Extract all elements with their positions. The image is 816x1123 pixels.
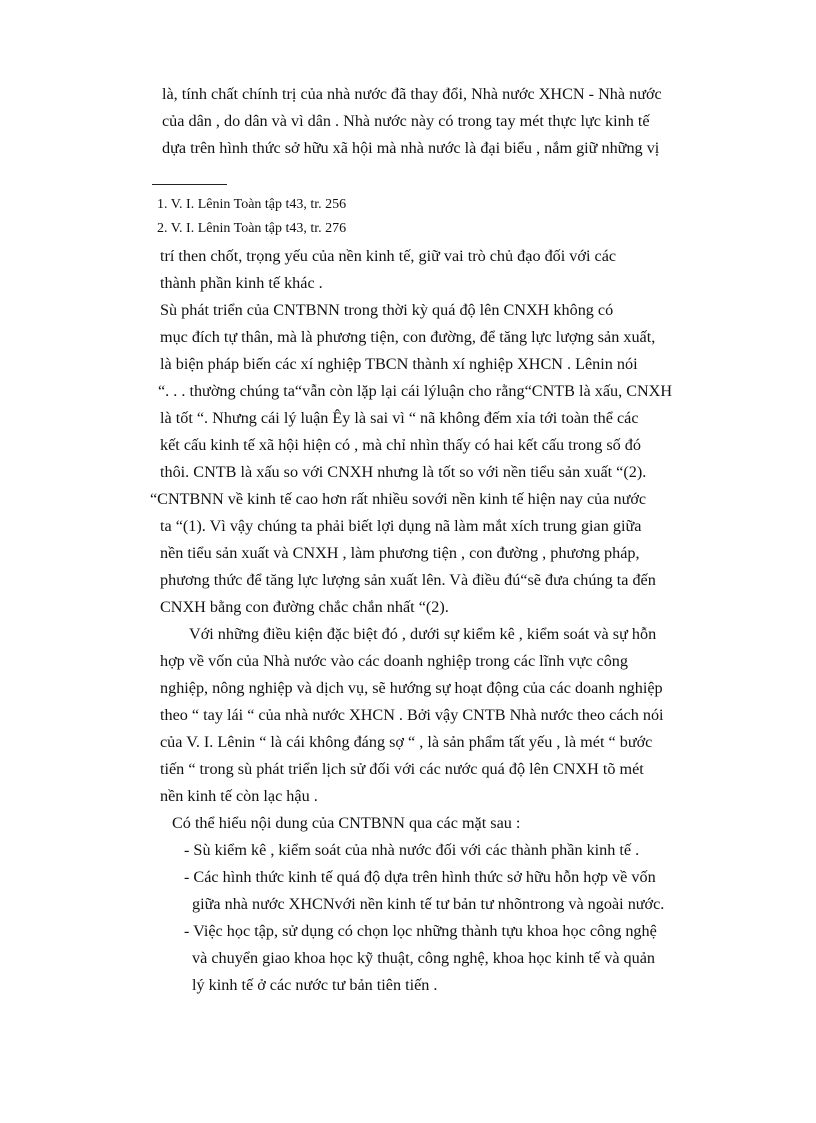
text-line: Sù phát triển của CNTBNN trong thời kỳ quá độ lên CNXH không có: [160, 301, 614, 319]
text-line: CNXH bằng con đường chắc chắn nhất “(2).: [160, 598, 449, 616]
list-item: - Sù kiểm kê , kiểm soát của nhà nước đối với các thành phần kinh tế .: [184, 841, 640, 859]
text-line: “CNTBNN về kinh tế cao hơn rất nhiều sovới nền kinh tế hiện nay của nước: [150, 490, 647, 508]
text-line: dựa trên hình thức sở hữu xã hội mà nhà nước là đại biểu , nắm giữ những vị: [162, 139, 660, 157]
list-item: - Các hình thức kinh tế quá độ dựa trên hình thức sở hữu hỗn hợp về vốn: [184, 868, 656, 886]
text-line: là tốt “. Nhưng cái lý luận Êy là sai vì “ nã không đếm xỉa tới toàn thể các: [160, 409, 639, 427]
text-line: hợp về vốn của Nhà nước vào các doanh nghiệp trong các lĩnh vực công: [160, 652, 628, 670]
text-line: là, tính chất chính trị của nhà nước đã thay đổi, Nhà nước XHCN - Nhà nước: [162, 85, 662, 103]
list-item-continuation: và chuyển giao khoa học kỹ thuật, công nghệ, khoa học kinh tế và quản: [192, 949, 656, 967]
text-line: “. . . thường chúng ta“vẫn còn lặp lại cái lýluận cho rằng“CNTB là xấu, CNXH: [158, 382, 673, 400]
text-line: Có thể hiểu nội dung của CNTBNN qua các mặt sau :: [172, 814, 521, 832]
footnote: 2. V. I. Lênin Toàn tập t43, tr. 276: [157, 221, 347, 236]
text-line: thôi. CNTB là xấu so với CNXH nhưng là tốt so với nền tiểu sản xuất “(2).: [160, 463, 647, 481]
text-line: của dân , do dân và vì dân . Nhà nước này có trong tay mét thực lực kinh tế: [162, 112, 650, 130]
text-line: kết cấu kinh tế xã hội hiện có , mà chỉ nhìn thấy có hai kết cấu trong số đó: [160, 436, 641, 454]
text-line: là biện pháp biến các xí nghiệp TBCN thành xí nghiệp XHCN . Lênin nói: [160, 355, 638, 373]
text-line: của V. I. Lênin “ là cái không đáng sợ “ , là sản phẩm tất yếu , là mét “ bước: [160, 733, 653, 751]
list-item-continuation: giữa nhà nước XHCNvới nền kinh tế tư bản tư nhõntrong và ngoài nước.: [192, 895, 665, 913]
footnote: 1. V. I. Lênin Toàn tập t43, tr. 256: [157, 197, 347, 212]
text-line: Với những điều kiện đặc biệt đó , dưới sự kiểm kê , kiểm soát và sự hỗn: [189, 625, 657, 643]
text-line: tiến “ trong sù phát triển lịch sử đối với các nước quá độ lên CNXH tõ mét: [160, 760, 644, 778]
text-line: nền kinh tế còn lạc hậu .: [160, 787, 318, 805]
text-line: nền tiểu sản xuất và CNXH , làm phương tiện , con đường , phương pháp,: [160, 544, 640, 562]
text-line: thành phần kinh tế khác .: [160, 274, 323, 292]
text-line: theo “ tay lái “ của nhà nước XHCN . Bởi vậy CNTB Nhà nước theo cách nói: [160, 706, 664, 724]
text-line: phương thức để tăng lực lượng sản xuất lên. Và điều đú“sẽ đưa chúng ta đến: [160, 571, 656, 589]
text-line: trí then chốt, trọng yếu của nền kinh tế, giữ vai trò chủ đạo đối với các: [160, 247, 617, 265]
list-item: - Việc học tập, sử dụng có chọn lọc những thành tựu khoa học công nghệ: [184, 922, 657, 940]
text-line: nghiệp, nông nghiệp và dịch vụ, sẽ hướng sự hoạt động của các doanh nghiệp: [160, 679, 663, 697]
text-line: mục đích tự thân, mà là phương tiện, con đường, để tăng lực lượng sản xuất,: [160, 328, 656, 346]
footnote-separator: [152, 184, 227, 185]
list-item-continuation: lý kinh tế ở các nước tư bản tiên tiến .: [192, 976, 438, 994]
text-line: ta “(1). Vì vậy chúng ta phải biết lợi dụng nã làm mắt xích trung gian giữa: [160, 517, 642, 535]
